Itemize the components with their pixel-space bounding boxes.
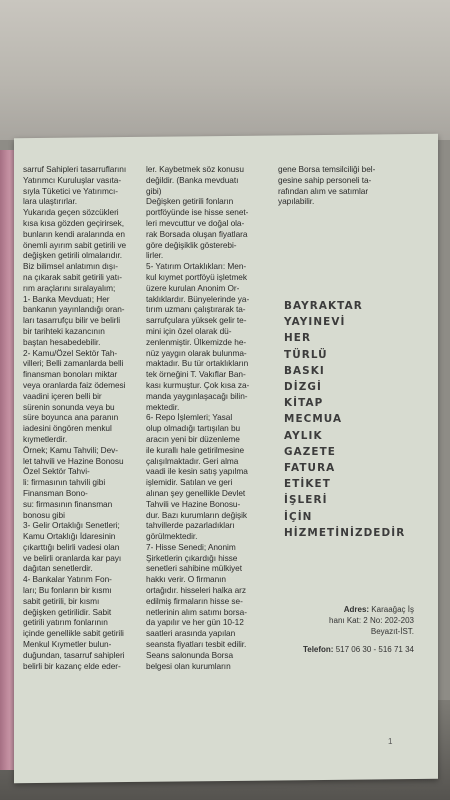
article-column-2	[146, 164, 268, 671]
text-line: dağıtan senetlerdir.	[23, 563, 93, 574]
text-line: ları tasarrufçu bilir ve belirli	[23, 315, 121, 326]
text-line: gene Borsa temsilciliği bel-	[278, 164, 376, 174]
text-line: 1- Banka Mevduatı; Her	[23, 293, 110, 304]
text-line: bir tarihteki kazancının	[23, 325, 105, 336]
text-line: na çıkarak sabit getirili yatı-	[23, 271, 122, 282]
text-line: leri mevcuttur ve doğal ola-	[146, 217, 245, 228]
text-line: kısa kısa gözden geçirirsek,	[23, 217, 124, 228]
text-line: sabit getirili, bir kısmı	[23, 595, 100, 606]
text-line: getirili yatırım fonlarının	[23, 617, 108, 628]
text-line: veya oranlarda faiz ödemesi	[23, 379, 126, 390]
advertisement-address	[294, 604, 414, 655]
text-line: 7- Hisse Senedi; Anonim	[146, 541, 236, 552]
ad-line: BASKI	[284, 364, 325, 377]
text-line: hakkı verir. O firmanın	[146, 574, 226, 585]
text-line: belirli bir kazanç elde eder-	[23, 660, 121, 671]
text-line: duğundan, tasarruf sahipleri	[23, 649, 125, 660]
text-line: mini için özel olarak dü-	[146, 325, 232, 336]
text-line: mektedir.	[146, 401, 180, 412]
text-line: yapılabilir.	[278, 196, 315, 207]
text-line: içinde genellikle sabit getirili	[23, 628, 124, 639]
text-line: nüz yaygın olarak bulunma-	[146, 347, 247, 358]
text-line: alınan şey genellikle Devlet	[146, 487, 246, 498]
ad-line: BAYRAKTAR	[284, 300, 363, 312]
text-line: edilmiş firmaların hisse se-	[146, 595, 243, 606]
text-line: Özel Sektör Tahvi-	[23, 466, 90, 477]
phone-number: 517 06 30 - 516 71 34	[335, 645, 414, 654]
text-line: manda yaygınlaşacağı bilin-	[146, 390, 248, 401]
text-line: vaadini içeren belli bir	[23, 390, 102, 401]
text-line: lirler.	[146, 250, 164, 261]
text-line: 3- Gelir Ortaklığı Senetleri;	[23, 520, 120, 531]
phone-label: Telefon:	[302, 645, 334, 654]
text-line: ile kurallı hale getirilmesine	[146, 444, 245, 455]
text-line: Kamu Ortaklığı İdaresinin	[23, 531, 116, 542]
text-line: sarrufçulara yüksek gelir te-	[146, 315, 247, 326]
text-line: dur. Bazı kurumların değişik	[146, 509, 247, 520]
text-line: olup olmadığı tartışılan bu	[146, 423, 241, 434]
text-line: rafından alım ve satımlar	[278, 185, 369, 196]
text-line: Tahvili ve Hazine Bonosu-	[146, 498, 241, 509]
text-line: Seans salonunda Borsa	[146, 649, 234, 660]
previous-page-edge	[0, 150, 14, 770]
text-line: Şirketlerin çıkardığı hisse	[146, 552, 238, 563]
text-line: belgesi olan kurumların	[146, 660, 231, 671]
text-line: 2- Kamu/Özel Sektör Tah-	[23, 347, 118, 358]
text-line: rım araçlarını sıralayalım;	[23, 282, 116, 293]
text-line: sarruf Sahipleri tasarruflarını	[23, 164, 127, 174]
ad-line: AYLIK	[284, 429, 323, 442]
text-line: bonosu gibi	[23, 509, 65, 520]
text-line: görülmektedir.	[146, 531, 198, 542]
text-line: netlerinin alım satımı borsa-	[146, 606, 247, 617]
text-line: tahvillerde pazarladıkları	[146, 520, 235, 531]
text-line: Biz bilimsel anlatımın dışı-	[23, 261, 118, 272]
text-line: portföyünde ise hisse senet-	[146, 207, 249, 218]
text-line: aracın yeni bir düzenleme	[146, 433, 240, 444]
text-line: tek örneğini T. Vakıflar Ban-	[146, 369, 246, 380]
text-line: senetleri sahibine mülkiyet	[146, 563, 242, 574]
text-line: ları; Bu fonların bir kısmı	[23, 585, 112, 596]
text-line: villeri; Belli zamanlarda belli	[23, 358, 124, 369]
text-line: çıkarttığı belirli vadesi olan	[23, 541, 120, 552]
article-column-3	[278, 164, 408, 207]
text-line: iadesini öngören menkul	[23, 423, 112, 434]
text-line: kası kurmuştur. Çok kısa za-	[146, 379, 250, 390]
ad-line: TÜRLÜ	[284, 348, 328, 361]
text-line: baştan hesabedebilir.	[23, 336, 101, 347]
text-line: maktadır. Bu tür ortaklıkların	[146, 358, 249, 369]
text-line: bunların kendi aralarında en	[23, 228, 125, 239]
text-line: işlemidir. Satılan ve geri	[146, 477, 233, 488]
text-line: sürenin sonunda veya bu	[23, 401, 115, 412]
text-line: lara ulaştırırlar.	[23, 196, 77, 207]
text-line: 4- Bankalar Yatırım Fon-	[23, 574, 112, 585]
text-line: da yapılır ve her gün 10-12	[146, 617, 244, 628]
text-line: saatleri arasında yapılan	[146, 628, 236, 639]
text-line: Yukarıda geçen sözcükleri	[23, 207, 119, 218]
text-line: tırım uzmanı çalıştırarak ta-	[146, 304, 246, 315]
text-line: vaadi ile kesin satış yapılma	[146, 466, 248, 477]
text-line: sıyla Tüketici ve Yatırımcı-	[23, 185, 118, 196]
ad-line: FATURA	[284, 462, 336, 475]
text-line: taklıklardır. Bünyelerinde ya-	[146, 293, 250, 304]
text-line: göre değişiklik gösterebi-	[146, 239, 237, 250]
text-line: rak Borsada oluşan fiyatlara	[146, 228, 248, 239]
ad-line: KİTAP	[284, 397, 324, 410]
text-line: Örnek; Kamu Tahvili; Dev-	[23, 444, 118, 455]
ad-line: HER	[284, 332, 312, 345]
text-line: seansta fiyatları tesbit edilir.	[146, 639, 247, 650]
text-line: let tahvili ve Hazine Bonosu	[23, 455, 124, 466]
text-line: Menkul Kıymetler bulun-	[23, 639, 112, 650]
text-line: kıymetlerdir.	[23, 433, 68, 444]
text-line: finansman bonoları miktar	[23, 369, 118, 380]
text-line: önemli ayırım sabit getirili ve	[23, 239, 127, 250]
text-line: gesine sahip personeli ta-	[278, 174, 372, 185]
text-line: değişken getirili olmalarıdır.	[23, 250, 123, 261]
text-line: ve belirli oranlarda kar payı	[23, 552, 122, 563]
text-line: gibi)	[146, 185, 162, 196]
ad-line: YAYINEVİ	[284, 316, 346, 329]
text-line: değişken getirilidir. Sabit	[23, 606, 112, 617]
ad-line: İÇİN	[284, 510, 313, 523]
address-line-3: Beyazıt-İST.	[370, 627, 414, 636]
ad-line: GAZETE	[284, 445, 336, 458]
article-column-1	[23, 164, 137, 671]
text-line: süre boyunca ana paranın	[23, 412, 119, 423]
text-line: Finansman Bono-	[23, 487, 88, 498]
address-line-1: Karaağaç İş	[371, 605, 414, 614]
text-line: ler. Kaybetmek söz konusu	[146, 164, 244, 174]
text-line: çalışılmaktadır. Geri alma	[146, 455, 239, 466]
text-line: ortağıdır. hisseleri halka arz	[146, 585, 246, 596]
text-line: su: firmasının finansman	[23, 498, 113, 509]
ad-line: MECMUA	[284, 413, 343, 426]
text-line: 6- Repo İşlemleri; Yasal	[146, 412, 233, 423]
text-line: bankanın yayınlandığı oran-	[23, 304, 125, 315]
text-line: üzere kurulan Anonim Or-	[146, 282, 240, 293]
ad-line: HİZMETİNİZDEDİR	[284, 526, 406, 539]
text-line: 5- Yatırım Ortaklıkları: Men-	[146, 261, 247, 272]
text-line: Değişken getirili fonların	[146, 196, 234, 207]
address-label: Adres:	[343, 605, 370, 614]
background-wall	[0, 0, 450, 140]
text-line: Yatırımcı Kuruluşlar vasıta-	[23, 174, 122, 185]
ad-line: DİZGİ	[284, 381, 322, 394]
bayraktar-advertisement	[284, 298, 424, 541]
text-line: li: firmasının tahvili gibi	[23, 477, 106, 488]
ad-line: ETİKET	[284, 478, 331, 491]
text-line: zenlenmiştir. Ülkemizde he-	[146, 336, 247, 347]
ad-line: İŞLERİ	[284, 494, 328, 507]
page-number: 1	[388, 737, 393, 746]
address-line-2: hanı Kat: 2 No: 202-203	[329, 616, 414, 625]
text-line: kul kıymet portföyü işletmek	[146, 271, 247, 282]
text-line: değildir. (Banka mevduatı	[146, 174, 239, 185]
